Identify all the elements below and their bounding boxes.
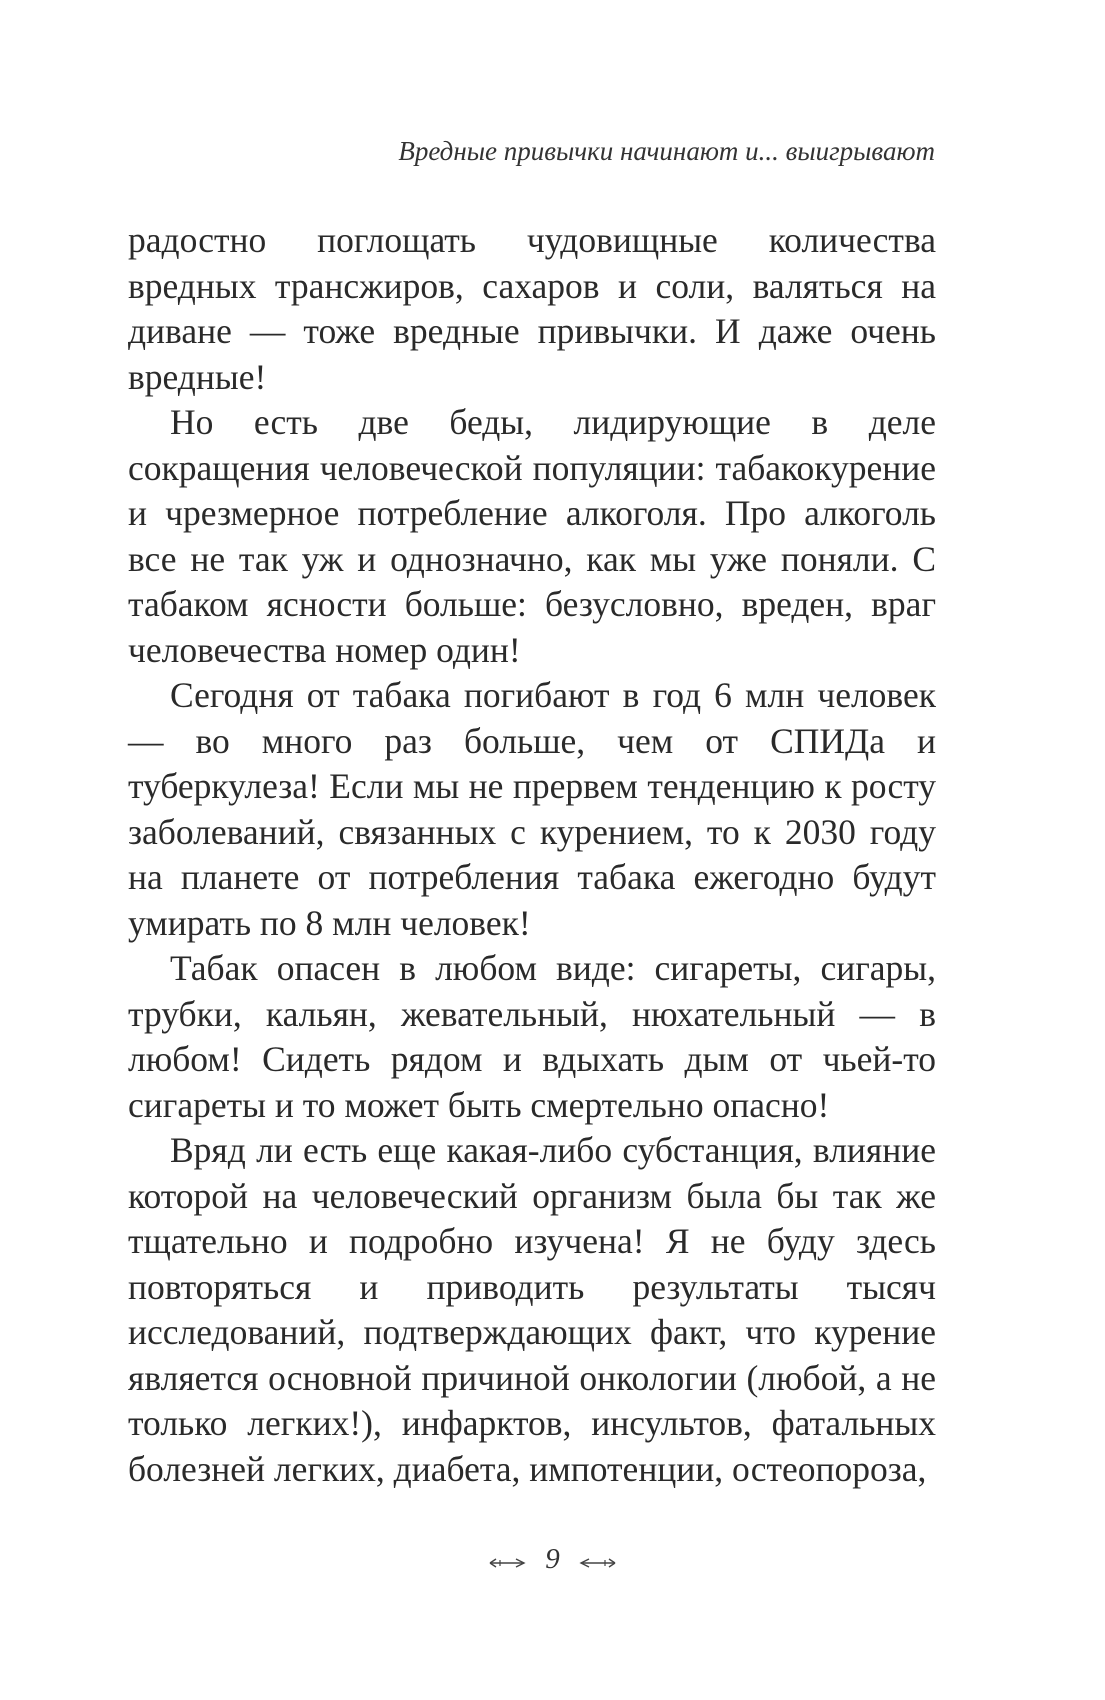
page-footer	[0, 1543, 1105, 1578]
paragraph-1: радостно поглощать чудовищные количества вредных трансжиров, сахаров и соли, валяться на диване — тоже вредные привычки. И даже очень вредные!	[128, 220, 936, 397]
paragraph-2: Но есть две беды, лидирующие в деле сокращения человеческой популяции: табакокурение и чрезмерное потребление алкоголя. Про алкоголь все не так уж и однозначно, как мы уже поняли. С табаком ясности больше: безусловно, вреден, враг человечества номер один!	[128, 402, 936, 670]
running-header: Вредные привычки начинают и... выигрывают	[398, 136, 935, 166]
ornament-right-icon	[577, 1545, 617, 1578]
paragraph-4: Табак опасен в любом виде: сигареты, сигары, трубки, кальян, жевательный, нюхательный — в любом! Сидеть рядом и вдыхать дым от чьей-то сигареты и то может быть смертельно опасно!	[128, 948, 936, 1125]
body-text	[128, 218, 936, 1492]
page-number: 9	[545, 1543, 560, 1575]
paragraph-5: Вряд ли есть еще какая-либо субстанция, влияние которой на человеческий организм была бы так же тщательно и подробно изучена! Я не буду здесь повторяться и приводить результаты тысяч исследований, подтверждающих факт, что курение является основной причиной онкологии (любой, а не только легких!), инфарктов, инсультов, фатальных болезней легких, диабета, импотенции, остеопороза,	[128, 1130, 936, 1489]
ornament-left-icon	[488, 1545, 528, 1578]
paragraph-3: Сегодня от табака погибают в год 6 млн человек — во много раз больше, чем от СПИДа и туберкулеза! Если мы не прервем тенденцию к росту заболеваний, связанных с курением, то к 2030 году на планете от потребления табака ежегодно будут умирать по 8 млн человек!	[128, 675, 936, 943]
